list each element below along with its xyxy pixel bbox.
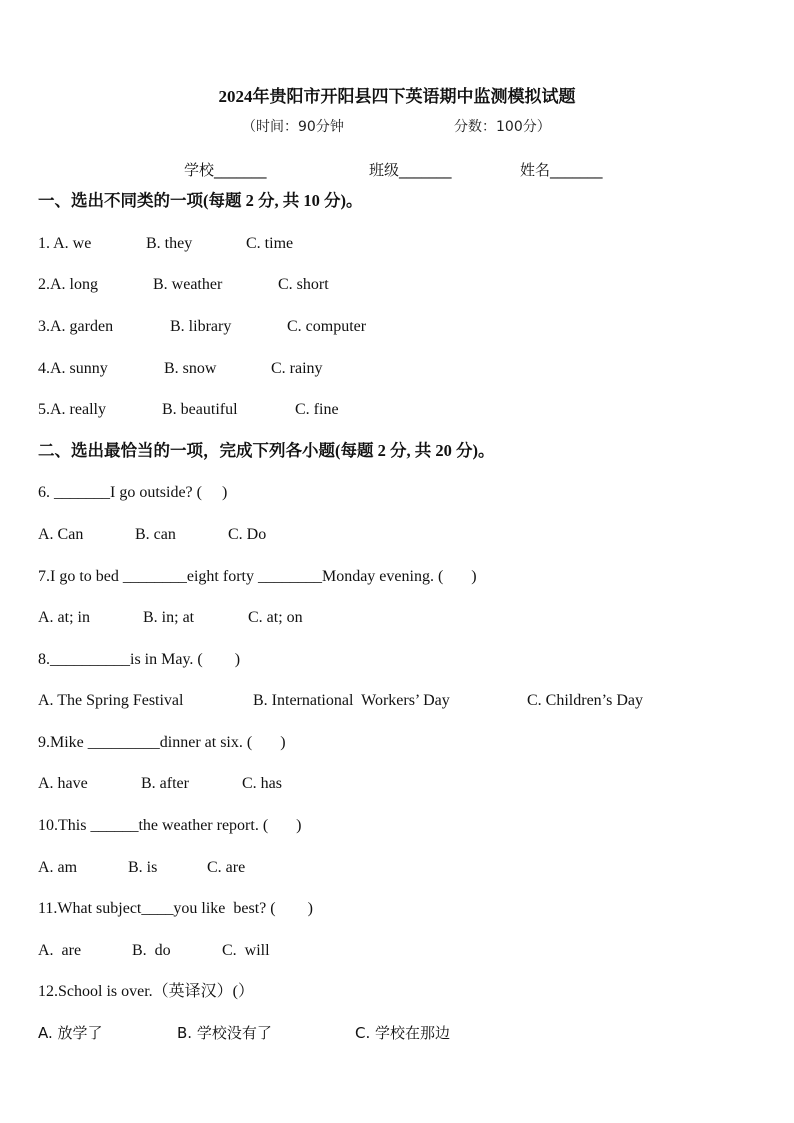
- item-1-option-a: 1. A. we: [38, 235, 92, 252]
- name-field: 姓名_______: [520, 161, 603, 179]
- item-2-option-b: B. weather: [153, 276, 223, 293]
- page-title: 2024年贵阳市开阳县四下英语期中监测模拟试题: [218, 87, 576, 106]
- item-1-option-c: C. time: [246, 235, 294, 252]
- item-4-option-c: C. rainy: [271, 360, 323, 377]
- item-3-option-a: 3.A. garden: [38, 318, 114, 335]
- question-10-option-b: B. is: [128, 859, 158, 876]
- question-6-text: 6. _______I go outside? ( ): [38, 484, 228, 501]
- question-9-option-a: A. have: [38, 775, 88, 792]
- item-5-option-c: C. fine: [295, 401, 339, 418]
- question-8-option-a: A. The Spring Festival: [38, 692, 184, 709]
- question-12-text: 12.School is over.（英译汉）(）: [38, 983, 254, 1000]
- question-6-option-b: B. can: [135, 526, 176, 543]
- question-10-option-a: A. am: [38, 859, 78, 876]
- question-9-option-c: C. has: [242, 775, 282, 792]
- item-3-option-b: B. library: [170, 318, 232, 335]
- question-8-text: 8.__________is in May. ( ): [38, 651, 241, 668]
- question-11-option-b: B. do: [132, 942, 171, 959]
- item-5-option-b: B. beautiful: [162, 401, 238, 418]
- question-7-option-a: A. at; in: [38, 609, 90, 626]
- item-3-option-c: C. computer: [287, 318, 367, 335]
- item-2-option-c: C. short: [278, 276, 329, 293]
- question-6-option-a: A. Can: [38, 526, 84, 543]
- question-7-option-b: B. in; at: [143, 609, 195, 626]
- exam-time: （时间：90分钟: [242, 119, 344, 135]
- item-4-option-a: 4.A. sunny: [38, 360, 108, 377]
- question-10-text: 10.This ______the weather report. ( ): [38, 817, 302, 834]
- item-1-option-b: B. they: [146, 235, 193, 252]
- exam-score: 分数：100分）: [454, 119, 551, 135]
- question-7-text: 7.I go to bed ________eight forty ________Monday evening. ( ): [38, 568, 477, 585]
- class-field: 班级_______: [369, 161, 452, 179]
- question-9-option-b: B. after: [141, 775, 189, 792]
- question-11-text: 11.What subject____you like best? ( ): [38, 900, 313, 917]
- question-10-option-c: C. are: [207, 859, 246, 876]
- question-12-option-a: A. 放学了: [38, 1024, 103, 1042]
- question-11-option-c: C. will: [222, 942, 270, 959]
- question-7-option-c: C. at; on: [248, 609, 303, 626]
- section2-heading: 二、选出最恰当的一项，完成下列各小题(每题 2 分, 共 20 分)。: [38, 441, 495, 460]
- item-5-option-a: 5.A. really: [38, 401, 106, 418]
- question-6-option-c: C. Do: [228, 526, 267, 543]
- question-9-text: 9.Mike _________dinner at six. ( ): [38, 734, 286, 751]
- question-12-option-c: C. 学校在那边: [355, 1024, 451, 1042]
- question-8-option-c: C. Children’s Day: [527, 692, 643, 709]
- question-8-option-b: B. International Workers’ Day: [253, 692, 450, 709]
- section1-heading: 一、选出不同类的一项(每题 2 分, 共 10 分)。: [38, 191, 363, 210]
- question-11-option-a: A. are: [38, 942, 82, 959]
- school-field: 学校_______: [184, 161, 267, 179]
- item-2-option-a: 2.A. long: [38, 276, 98, 293]
- item-4-option-b: B. snow: [164, 360, 217, 377]
- question-12-option-b: B. 学校没有了: [177, 1024, 272, 1042]
